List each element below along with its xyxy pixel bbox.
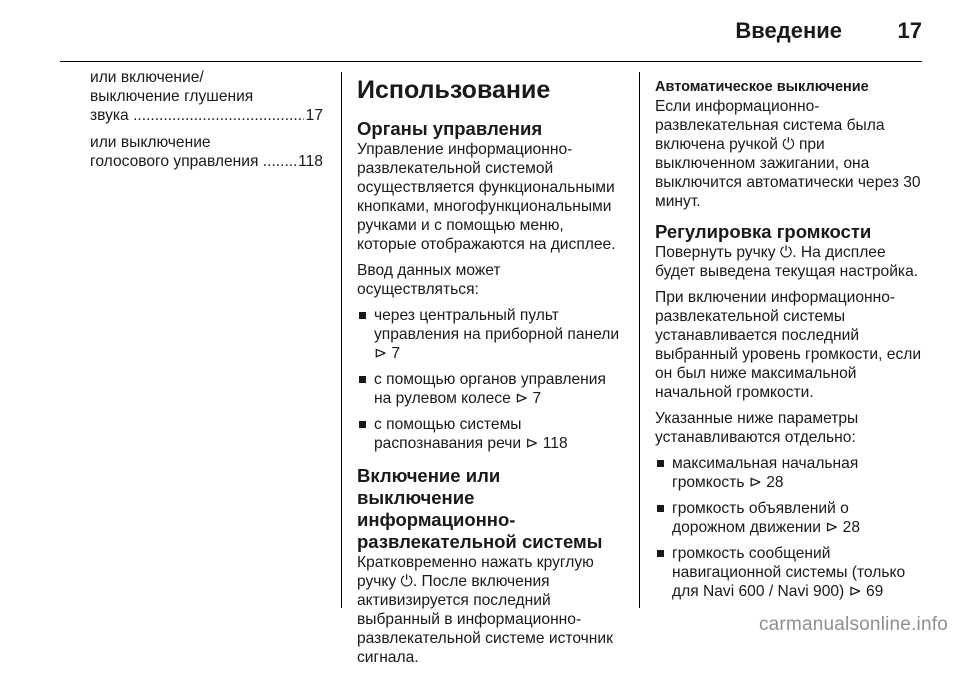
page-number: 17: [897, 18, 922, 43]
toc-entry-voice-head: или выключение: [90, 134, 211, 151]
column-divider-2: [639, 72, 640, 608]
watermark: carmanualsonline.info: [758, 614, 948, 635]
section-title: Использование: [357, 76, 551, 104]
header-title: Введение: [735, 18, 842, 43]
subheading-auto-off: Автоматическое выключение: [655, 79, 869, 95]
list-item: громкость сообщений навигационной системы (только для Navi 600 / Navi 900) ⊳ 69: [655, 544, 923, 601]
toc-page: 17: [305, 107, 323, 124]
list-item: громкость объявлений о дорожном движении ⊳ 28: [655, 499, 923, 537]
page-header: [0, 0, 960, 62]
bullet-list: [655, 454, 923, 601]
toc-entry-mute: звука ..... 17: [90, 106, 323, 125]
paragraph: Указанные ниже параметры устанавливаются отдельно:: [655, 410, 859, 446]
paragraph: Управление информационно-развлекательной системой осуществляется функциональными кнопками, многофункциональными ручками и с помощью меню, которые отображаются на дисплее.: [357, 141, 616, 253]
header-rule: [60, 61, 922, 62]
column-right: [655, 68, 923, 608]
paragraph: Ввод данных может осуществляться:: [357, 262, 501, 298]
paragraph: Повернуть ручку ⏻. На дисплее будет выведена текущая настройка.: [655, 244, 919, 280]
toc-page: 118: [298, 153, 323, 170]
paragraph: Если информационно-развлекательная система была включена ручкой ⏻ при выключенном зажигании, она выключится автоматически через 30 минут.: [655, 98, 921, 210]
list-item: с помощью системы распознавания речи ⊳ 118: [357, 415, 621, 453]
paragraph: При включении информационно-развлекательной системы устанавливается последний выбранный уровень громкости, если он был ниже максимальной начальной громкости.: [655, 289, 922, 401]
list-item: максимальная начальная громкость ⊳ 28: [655, 454, 923, 492]
heading-power: Включение или выключение информационно-развлекательной системы: [357, 465, 603, 552]
list-item: с помощью органов управления на рулевом колесе ⊳ 7: [357, 370, 621, 408]
heading-volume: Регулировка громкости: [655, 221, 872, 242]
bullet-list: [357, 306, 621, 453]
column-left: [90, 68, 323, 179]
paragraph: Кратковременно нажать круглую ручку ⏻. После включения активизируется последний выбранный в информационно-развлекательной системе источник сигнала.: [357, 554, 613, 666]
list-item: через центральный пульт управления на приборной панели ⊳ 7: [357, 306, 621, 363]
heading-controls: Органы управления: [357, 118, 543, 139]
toc-entry: или включение/ выключение глушения: [90, 69, 254, 105]
toc-entry-voice: голосового управления ..... 118: [90, 152, 323, 171]
column-middle: [357, 68, 621, 674]
column-divider-1: [341, 72, 342, 608]
